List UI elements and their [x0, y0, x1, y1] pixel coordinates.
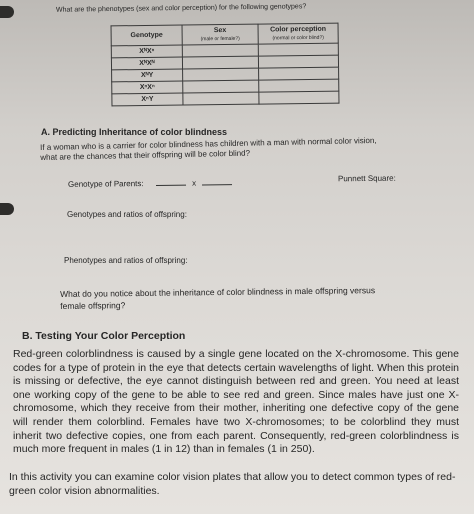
color-header-label: Color perception	[270, 25, 327, 33]
genotype-cell: XᴺXⁿ	[111, 45, 182, 58]
notice-line: female offspring?	[60, 300, 126, 311]
binder-ring	[0, 6, 14, 18]
genotype-table	[111, 23, 340, 107]
genotype-cell: XᴺXᴺ	[111, 57, 182, 70]
notice-question	[60, 284, 375, 312]
prompt-line: If a woman who is a carrier for color blindness has children with a man with normal color vision,	[40, 135, 377, 152]
sex-cell[interactable]	[182, 44, 258, 57]
color-header-sub: (normal or color blind?)	[272, 34, 324, 41]
table-row	[112, 91, 339, 106]
sex-cell[interactable]	[183, 68, 259, 81]
sex-cell[interactable]	[183, 92, 259, 105]
parent-2-blank[interactable]	[202, 178, 232, 185]
color-header	[258, 23, 338, 44]
color-cell[interactable]	[258, 55, 338, 68]
sex-cell[interactable]	[182, 56, 258, 69]
genotype-header: Genotype	[111, 25, 182, 46]
color-cell[interactable]	[259, 79, 339, 92]
genotypes-ratios-label: Genotypes and ratios of offspring:	[67, 210, 187, 219]
cross-symbol: x	[192, 178, 197, 188]
color-cell[interactable]	[258, 43, 338, 56]
prompt-line: what are the chances that their offspring will be color blind?	[40, 148, 251, 162]
phenotype-question: What are the phenotypes (sex and color perception) for the following genotypes?	[55, 3, 307, 14]
genotype-cell: XⁿY	[112, 93, 183, 106]
section-b-heading: B. Testing Your Color Perception	[22, 330, 186, 342]
color-cell[interactable]	[259, 91, 339, 104]
notice-line: What do you notice about the inheritance of color blindness in male offspring versus	[60, 285, 376, 299]
activity-paragraph: In this activity you can examine color vision plates that allow you to detect common types of red-green color vision abnormalities.	[9, 471, 456, 497]
color-cell[interactable]	[259, 67, 339, 80]
phenotypes-ratios-label: Phenotypes and ratios of offspring:	[64, 256, 188, 265]
sex-header-sub: (male or female?)	[200, 35, 240, 42]
colorblindness-paragraph: Red-green colorblindness is caused by a single gene located on the X-chromosome. This gene codes for a type of protein in the eye that detects certain wavelengths of light. When this protein is missing or defective, the eye cannot distinguish between red and green. You need at least one working copy of the gene to be able to see red and green. Since males have just one X-chromosome, which they receive from their mother, inheriting one defective copy of the gene will render them colorblind. Females have two X-chromosomes; to be colorblind they must inherit two defective copies, one from each parent. Consequently, red-green colorblindness is much more frequent in males (1 in 12) than in females (1 in 250).	[13, 348, 459, 456]
section-a-prompt	[40, 136, 377, 163]
section-a-heading: A. Predicting Inheritance of color blindness	[41, 127, 228, 137]
genotype-parents-row	[68, 178, 236, 189]
genotype-cell: XᴺY	[112, 69, 183, 82]
sex-cell[interactable]	[183, 80, 259, 93]
punnett-square-label: Punnett Square:	[337, 173, 396, 184]
genotype-cell: XⁿXⁿ	[112, 81, 183, 94]
genotype-parents-label: Genotype of Parents:	[67, 179, 144, 189]
table-header-row	[111, 23, 338, 46]
sex-header-label: Sex	[213, 26, 227, 34]
binder-ring	[0, 203, 14, 215]
sex-header	[182, 24, 258, 45]
parent-1-blank[interactable]	[156, 179, 186, 186]
